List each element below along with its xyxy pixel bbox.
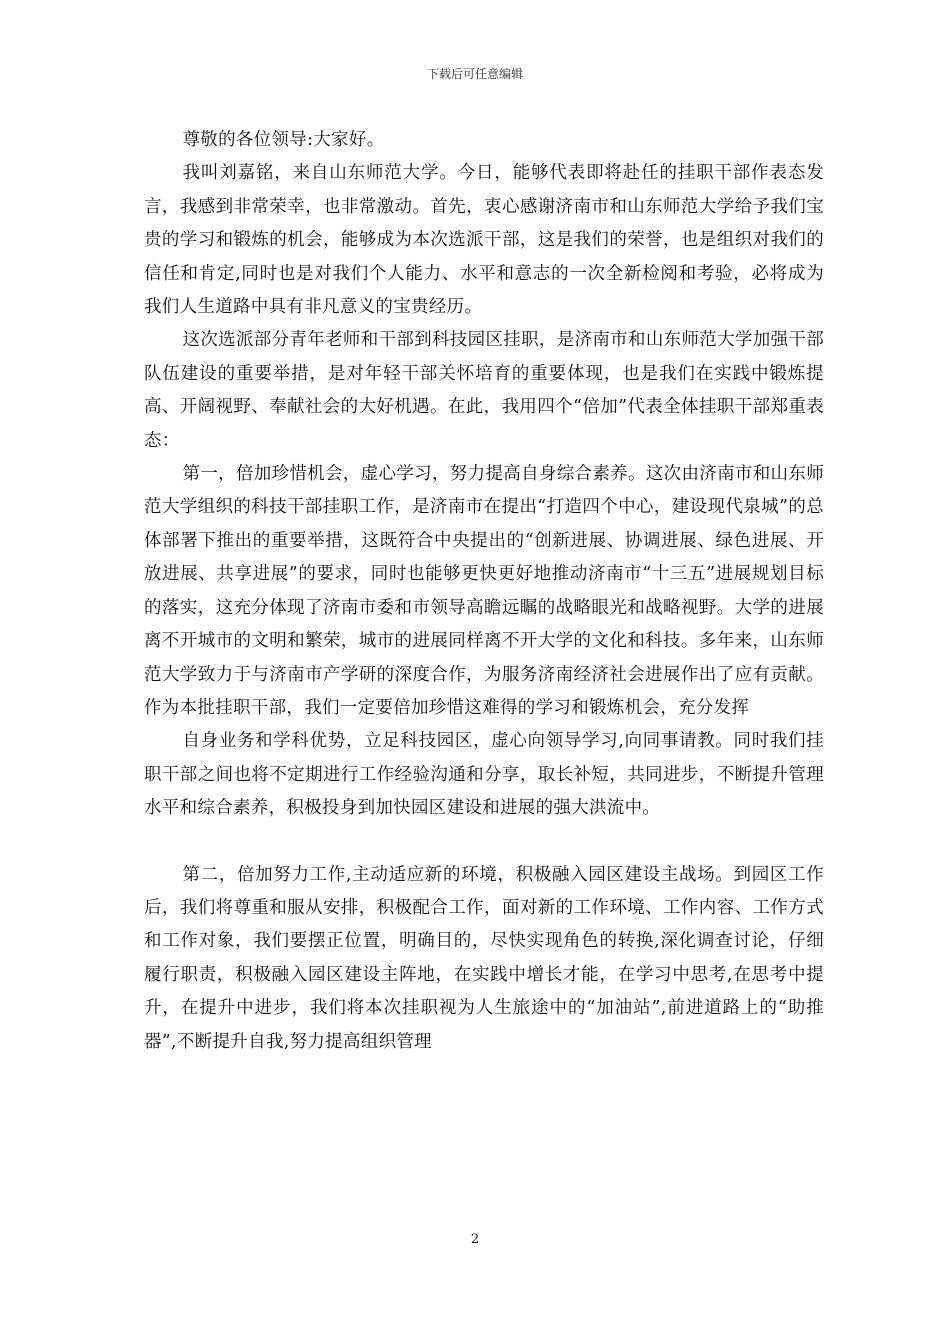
paragraph-introduction: 我叫刘嘉铭，来自山东师范大学。今日，能够代表即将赴任的挂职干部作表态发言，我感到非常荣幸，也非常激动。首先，衷心感谢济南市和山东师范大学给予我们宝贵的学习和锻炼的机会，能够成为本次选派干部，这是我们的荣誉，也是组织对我们的信任和肯定,同时也是对我们个人能力、水平和意志的一次全新检阅和考验，必将成为我们人生道路中具有非凡意义的宝贵经历。 [144,163,824,318]
paragraph-second-point: 第二，倍加努力工作,主动适应新的环境，积极融入园区建设主战场。到园区工作后，我们将尊重和服从安排，积极配合工作，面对新的工作环境、工作内容、工作方式和工作对象，我们要摆正位置，明确目的，尽快实现角色的转换,深化调查讨论，仔细履行职责，积极融入园区建设主阵地，在实践中增长才能，在学习中思考,在思考中提升，在提升中进步，我们将本次挂职视为人生旅途中的“加油站”,前进道路上的“助推器”,不断提升自我,努力提高组织管理 [144,864,824,1052]
page-header: 下载后可任意编辑 [426,67,523,81]
page-number: 2 [470,1232,480,1247]
paragraph-greeting: 尊敬的各位领导:大家好。 [182,130,385,150]
paragraph-first-point: 第一，倍加珍惜机会，虚心学习，努力提高自身综合素养。这次由济南市和山东师范大学组织的科技干部挂职工作，是济南市在提出“打造四个中心，建设现代泉城”的总体部署下推出的重要举措，这既符合中央提出的“创新进展、协调进展、绿色进展、开放进展、共享进展”的要求，同时也能够更快更好地推动济南市“十三五”进展规划目标的落实，这充分体现了济南市委和市领导高瞻远瞩的战略眼光和战略视野。大学的进展离不开城市的文明和繁荣，城市的进展同样离不开大学的文化和科技。多年来，山东师范大学致力于与济南市产学研的深度合作，为服务济南经济社会进展作出了应有贡献。作为本批挂职干部，我们一定要倍加珍惜这难得的学习和锻炼机会，充分发挥 [144,464,824,718]
document-body [144,124,824,1059]
paragraph-purpose: 这次选派部分青年老师和干部到科技园区挂职，是济南市和山东师范大学加强干部队伍建设的重要举措，是对年轻干部关怀培育的重要体现，也是我们在实践中锻炼提高、开阔视野、奉献社会的大好机遇。在此，我用四个“倍加”代表全体挂职干部郑重表态： [144,330,824,451]
paragraph-first-point-continued: 自身业务和学科优势，立足科技园区，虚心向领导学习,向同事请教。同时我们挂职干部之间也将不定期进行工作经验沟通和分享，取长补短，共同进步，不断提升管理水平和综合素养，积极投身到加快园区建设和进展的强大洪流中。 [144,731,824,819]
